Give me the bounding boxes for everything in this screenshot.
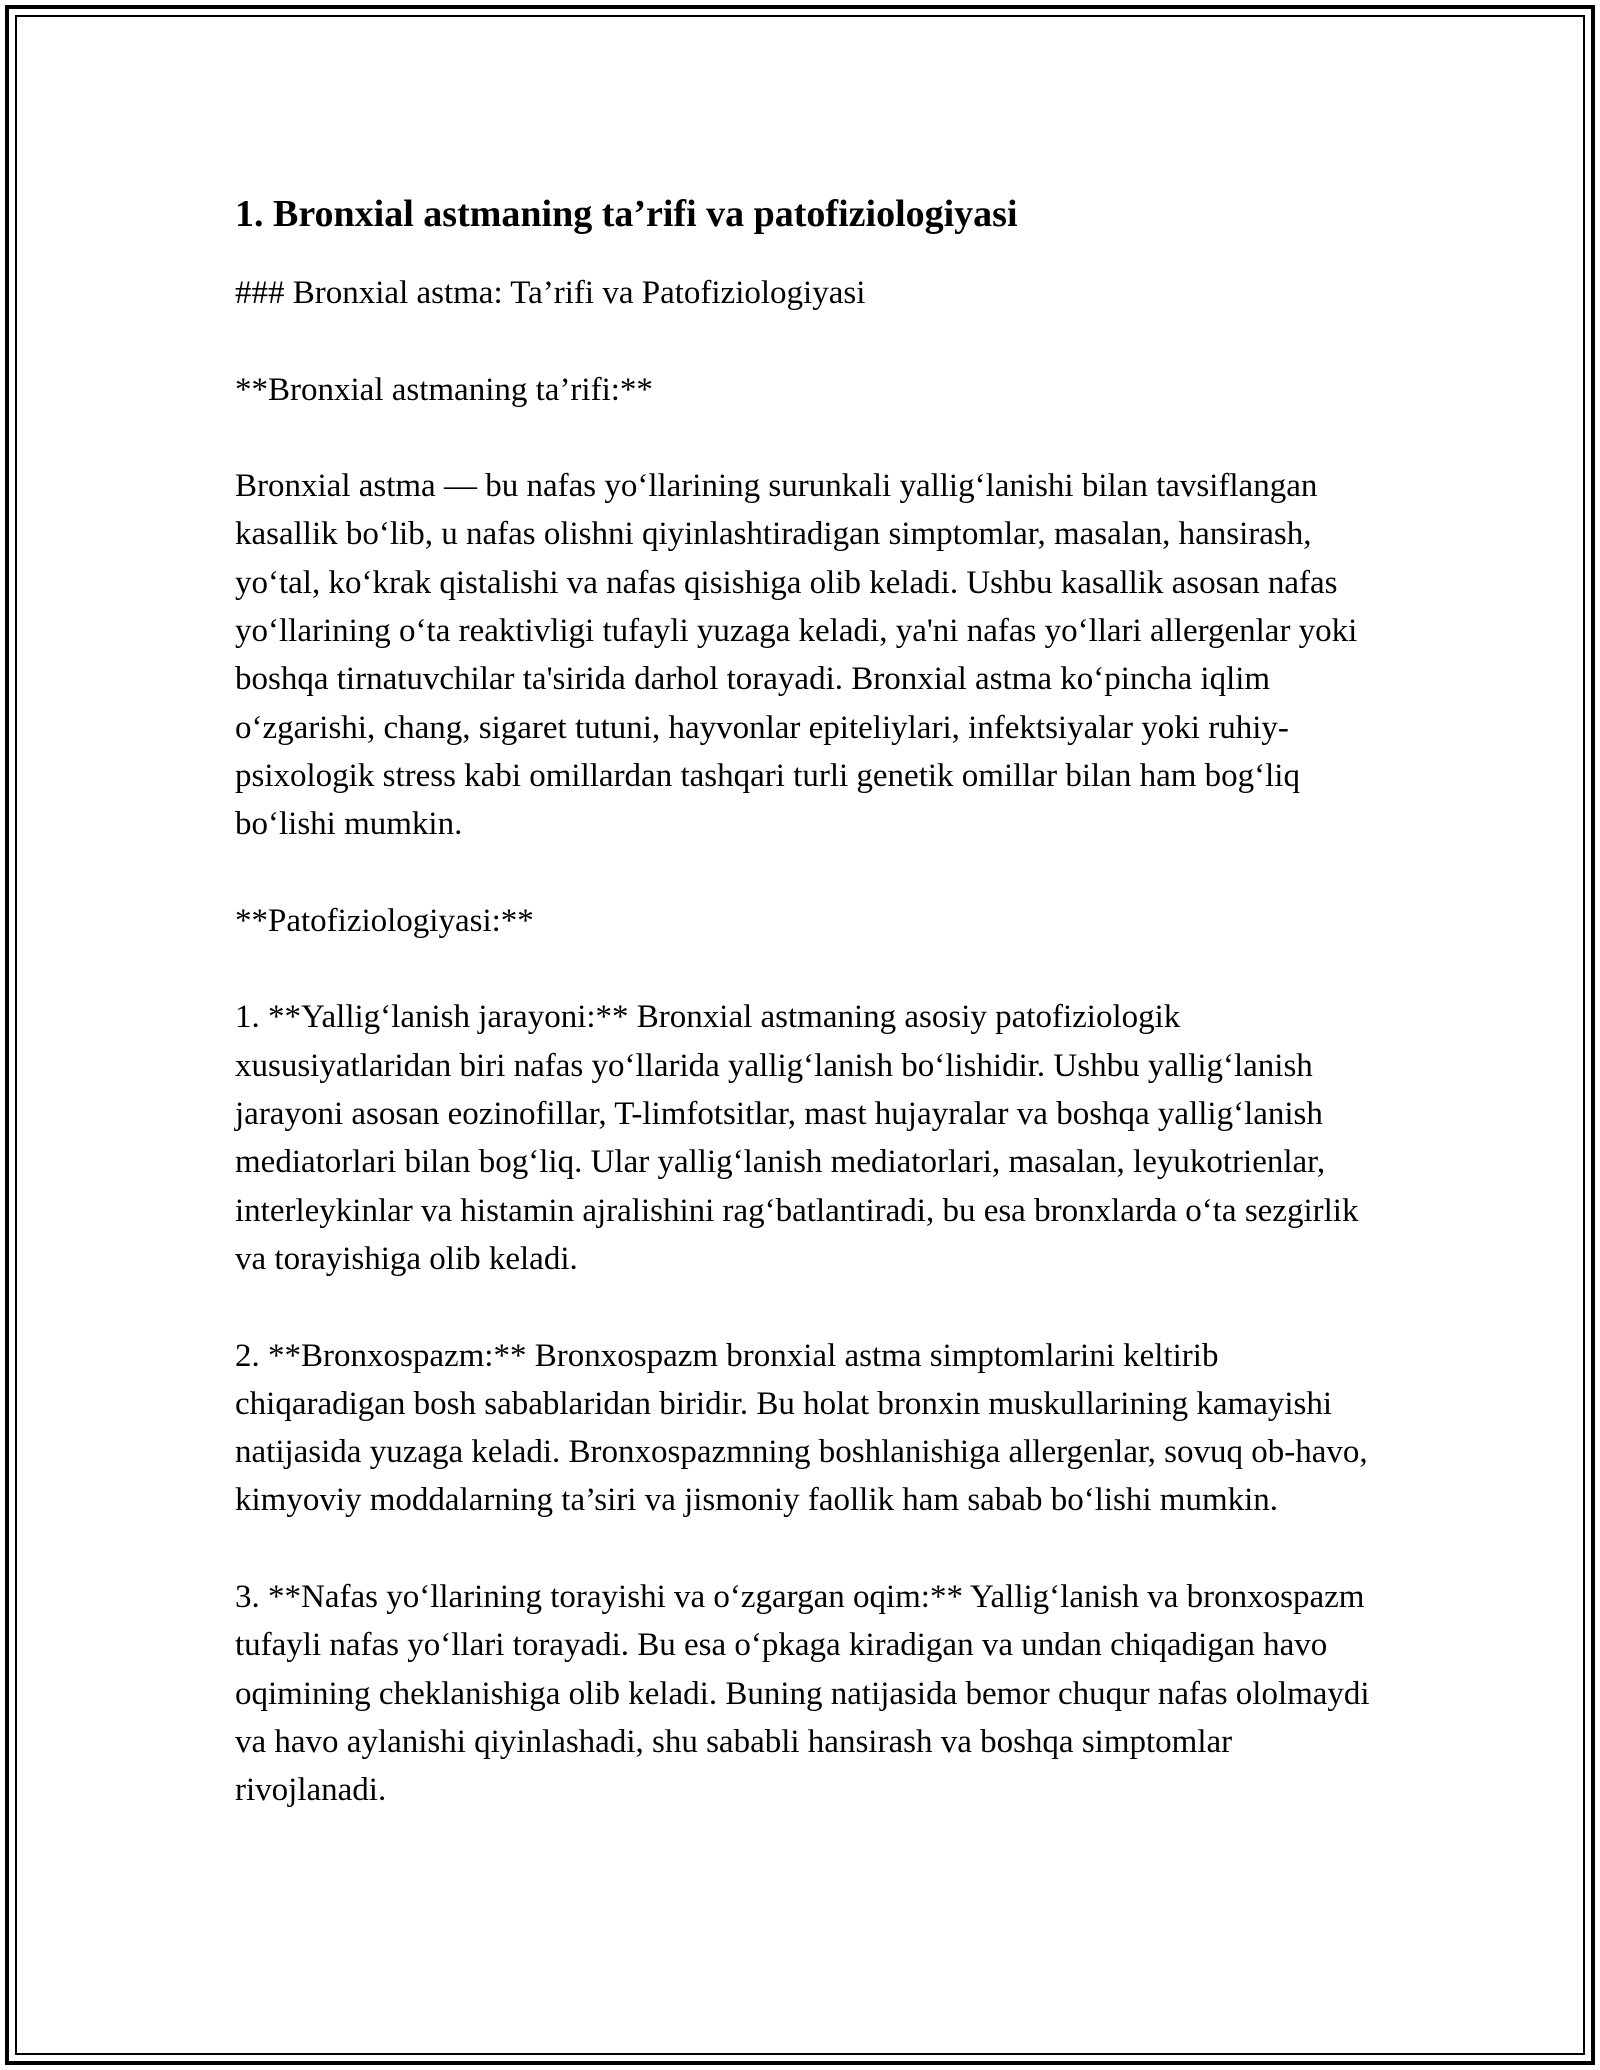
list-item-inflammation: 1. **Yallig‘lanish jarayoni:** Bronxial astmaning asosiy patofiziologik xususiyatlaridan biri nafas yo‘llarida yallig‘lanish bo‘lishidir. Ushbu yallig‘lanish jarayoni asosan eozinofillar, T-limfotsitlar, mast hujayralar va boshqa yallig‘lanish mediatorlari bilan bog‘liq. Ular yallig‘lanish mediatorlari, masalan, leyukotrienlar, interleykinlar va histamin ajralishini rag‘batlantiradi, bu esa bronxlarda o‘ta sezgirlik va torayishiga olib keladi.: [235, 999, 1359, 1277]
definition-paragraph: Bronxial astma — bu nafas yo‘llarining surunkali yallig‘lanishi bilan tavsiflangan kasallik bo‘lib, u nafas olishni qiyinlashtiradigan simptomlar, masalan, hansirash, yo‘tal, ko‘krak qistalishi va nafas qisishiga olib keladi. Ushbu kasallik asosan nafas yo‘llarining o‘ta reaktivligi tufayli yuzaga keladi, ya'ni nafas yo‘llari allergenlar yoki boshqa tirnatuvchilar ta'sirida darhol torayadi. Bronxial astma ko‘pincha iqlim o‘zgarishi, chang, sigaret tutuni, hayvonlar epiteliylari, infektsiyalar yoki ruhiy-psixologik stress kabi omillardan tashqari turli genetik omillar bilan ham bog‘liq bo‘lishi mumkin.: [235, 468, 1358, 843]
markdown-subheading: ### Bronxial astma: Ta’rifi va Patofiziologiyasi: [235, 275, 866, 311]
list-item-bronchospasm: 2. **Bronxospazm:** Bronxospazm bronxial astma simptomlarini keltirib chiqaradigan bosh sabablaridan biridir. Bu holat bronxin muskullarining kamayishi natijasida yuzaga keladi. Bronxospazmning boshlanishiga allergenlar, sovuq ob-havo, kimyoviy moddalarning ta’siri va jismoniy faollik ham sabab bo‘lishi mumkin.: [235, 1337, 1368, 1519]
list-item-airway-narrowing: 3. **Nafas yo‘llarining torayishi va o‘zgargan oqim:** Yallig‘lanish va bronxospazm tufayli nafas yo‘llari torayadi. Bu esa o‘pkaga kiradigan va undan chiqadigan havo oqimining cheklanishiga olib keladi. Buning natijasida bemor chuqur nafas ololmaydi va havo aylanishi qiyinlashadi, shu sababli hansirash va boshqa simptomlar rivojlanadi.: [235, 1579, 1370, 1809]
definition-label: **Bronxial astmaning ta’rifi:**: [235, 371, 653, 408]
document-body: [235, 185, 1375, 1863]
pathophysiology-label: **Patofiziologiyasi:**: [235, 902, 534, 939]
document-heading: 1. Bronxial astmaning ta’rifi va patofiziologiyasi: [235, 193, 1018, 235]
